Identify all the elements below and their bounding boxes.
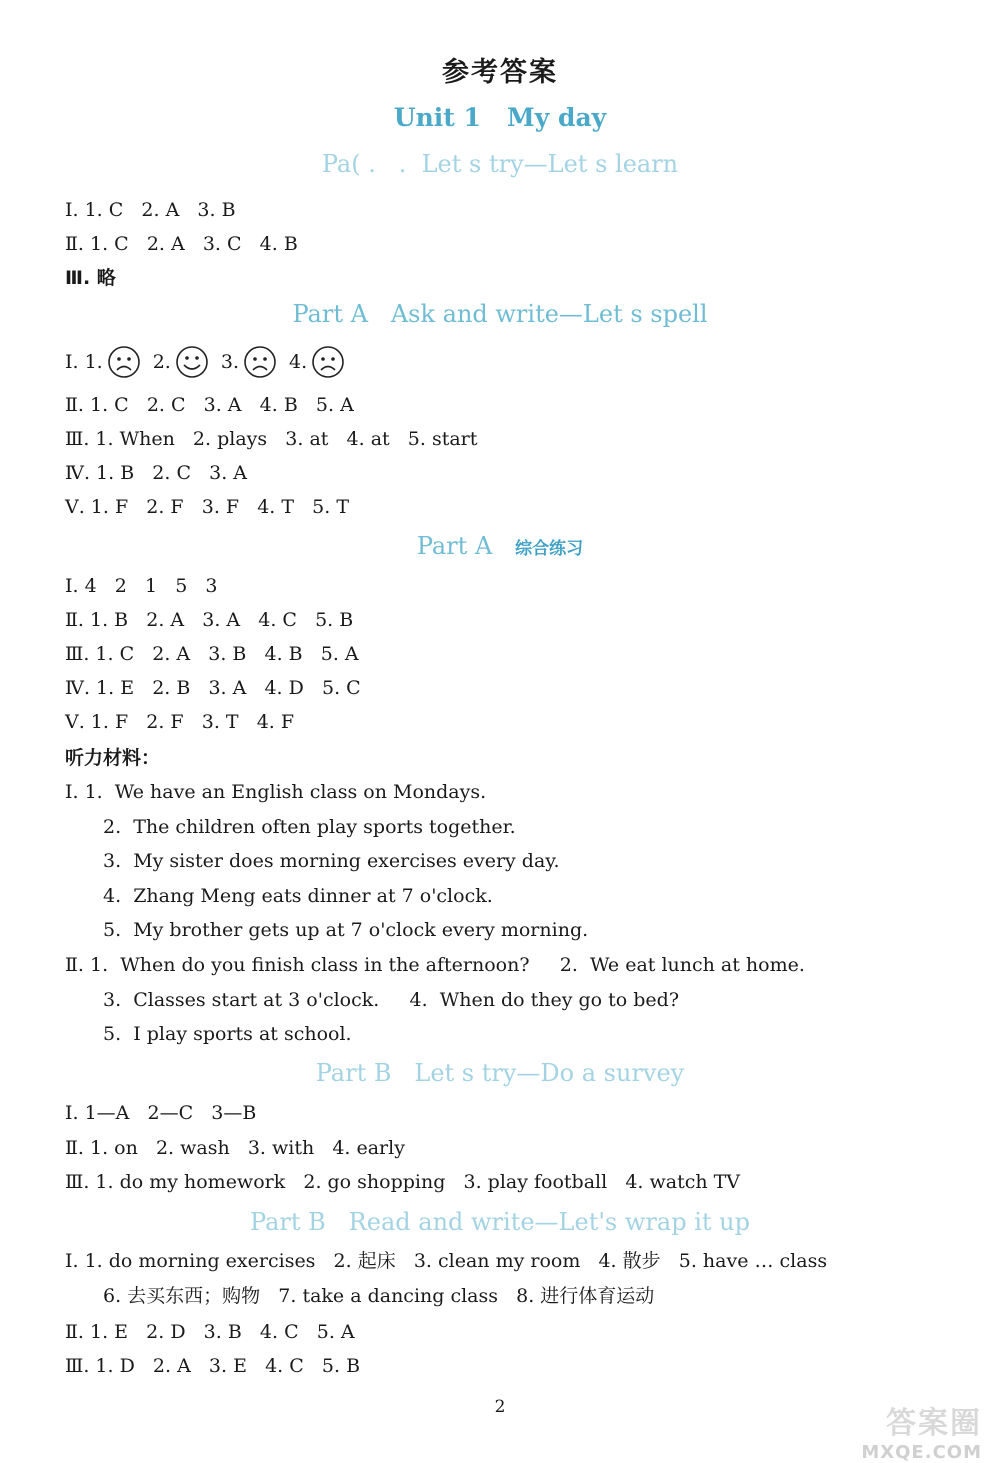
listening-line: 5. My brother gets up at 7 o'clock every morning. [103,919,589,941]
listening-label: 听力材料： [65,747,161,769]
answer-line: Ⅱ. 1. on 2. wash 3. with 4. early [65,1137,405,1159]
answer-line: Ⅴ. 1. F 2. F 3. F 4. T 5. T [65,496,350,518]
listening-line: Ⅰ. 1. We have an English class on Mondays. [65,781,487,803]
answer-line: Ⅳ. 1. E 2. B 3. A 4. D 5. C [65,677,361,699]
listening-line: 5. I play sports at school. [103,1023,352,1045]
section-heading-3 [0,532,1000,560]
page-number: 2 [494,1397,506,1417]
section-heading-5: Part B Read and write—Let's wrap it up [250,1208,750,1236]
answer-line: Ⅱ. 1. C 2. A 3. C 4. B [65,233,298,255]
section-heading-1: Pa( . . Let s try—Let s learn [321,150,679,178]
answer-line: Ⅲ. 1. When 2. plays 3. at 4. at 5. start [65,428,478,450]
answer-line: Ⅲ. 1. C 2. A 3. B 4. B 5. A [65,643,359,665]
listening-line: 4. Zhang Meng eats dinner at 7 o'clock. [103,885,493,907]
answer-line: Ⅲ. 1. do my homework 2. go shopping 3. play football 4. watch TV [65,1171,741,1193]
listening-line: 3. My sister does morning exercises every day. [103,850,560,872]
sad-face-icon [243,345,277,379]
faces-label: 3. [220,351,239,373]
answer-line: Ⅴ. 1. F 2. F 3. T 4. F [65,711,295,733]
answer-line: Ⅳ. 1. B 2. C 3. A [65,462,248,484]
faces-label: 2. [152,351,171,373]
listening-line: 2. The children often play sports together. [103,816,516,838]
listening-line: 3. Classes start at 3 o'clock. 4. When do they go to bed? [103,989,680,1011]
faces-prefix: Ⅰ. 1. [65,351,103,373]
faces-answer-line [65,345,357,379]
answer-line: Ⅱ. 1. C 2. C 3. A 4. B 5. A [65,394,354,416]
answer-line [65,266,116,290]
answer-line: Ⅰ. 1—A 2—C 3—B [65,1102,257,1124]
faces-label: 4. [289,351,308,373]
answer-line: Ⅰ. 4 2 1 5 3 [65,575,218,597]
watermark-logo: 答案圈 [886,1406,982,1441]
page-title: 参考答案 [442,57,558,88]
answer-line-text: Ⅲ. 略 [65,267,116,289]
answer-line: Ⅰ. 1. C 2. A 3. B [65,199,236,221]
section-heading-4: Part B Let s try—Do a survey [315,1059,685,1087]
answer-line: Ⅱ. 1. B 2. A 3. A 4. C 5. B [65,609,354,631]
answer-line: 6. 去买东西；购物 7. take a dancing class 8. 进行体育运动 [103,1285,655,1307]
watermark-url: MXQE.COM [861,1442,982,1463]
answer-line: Ⅲ. 1. D 2. A 3. E 4. C 5. B [65,1355,361,1377]
watermark [822,1398,982,1463]
unit-title: Unit 1 My day [393,103,607,132]
listening-line: Ⅱ. 1. When do you finish class in the afternoon? 2. We eat lunch at home. [65,954,805,976]
section-heading-3-cn: 综合练习 [515,539,584,559]
happy-face-icon [175,345,209,379]
sad-face-icon [107,345,141,379]
section-heading-3-en: Part A [416,532,516,560]
section-heading-2: Part A Ask and write—Let s spell [292,300,708,328]
answer-line: Ⅱ. 1. E 2. D 3. B 4. C 5. A [65,1321,355,1343]
answer-line: Ⅰ. 1. do morning exercises 2. 起床 3. clean my room 4. 散步 5. have … class [65,1250,828,1272]
sad-face-icon [311,345,345,379]
